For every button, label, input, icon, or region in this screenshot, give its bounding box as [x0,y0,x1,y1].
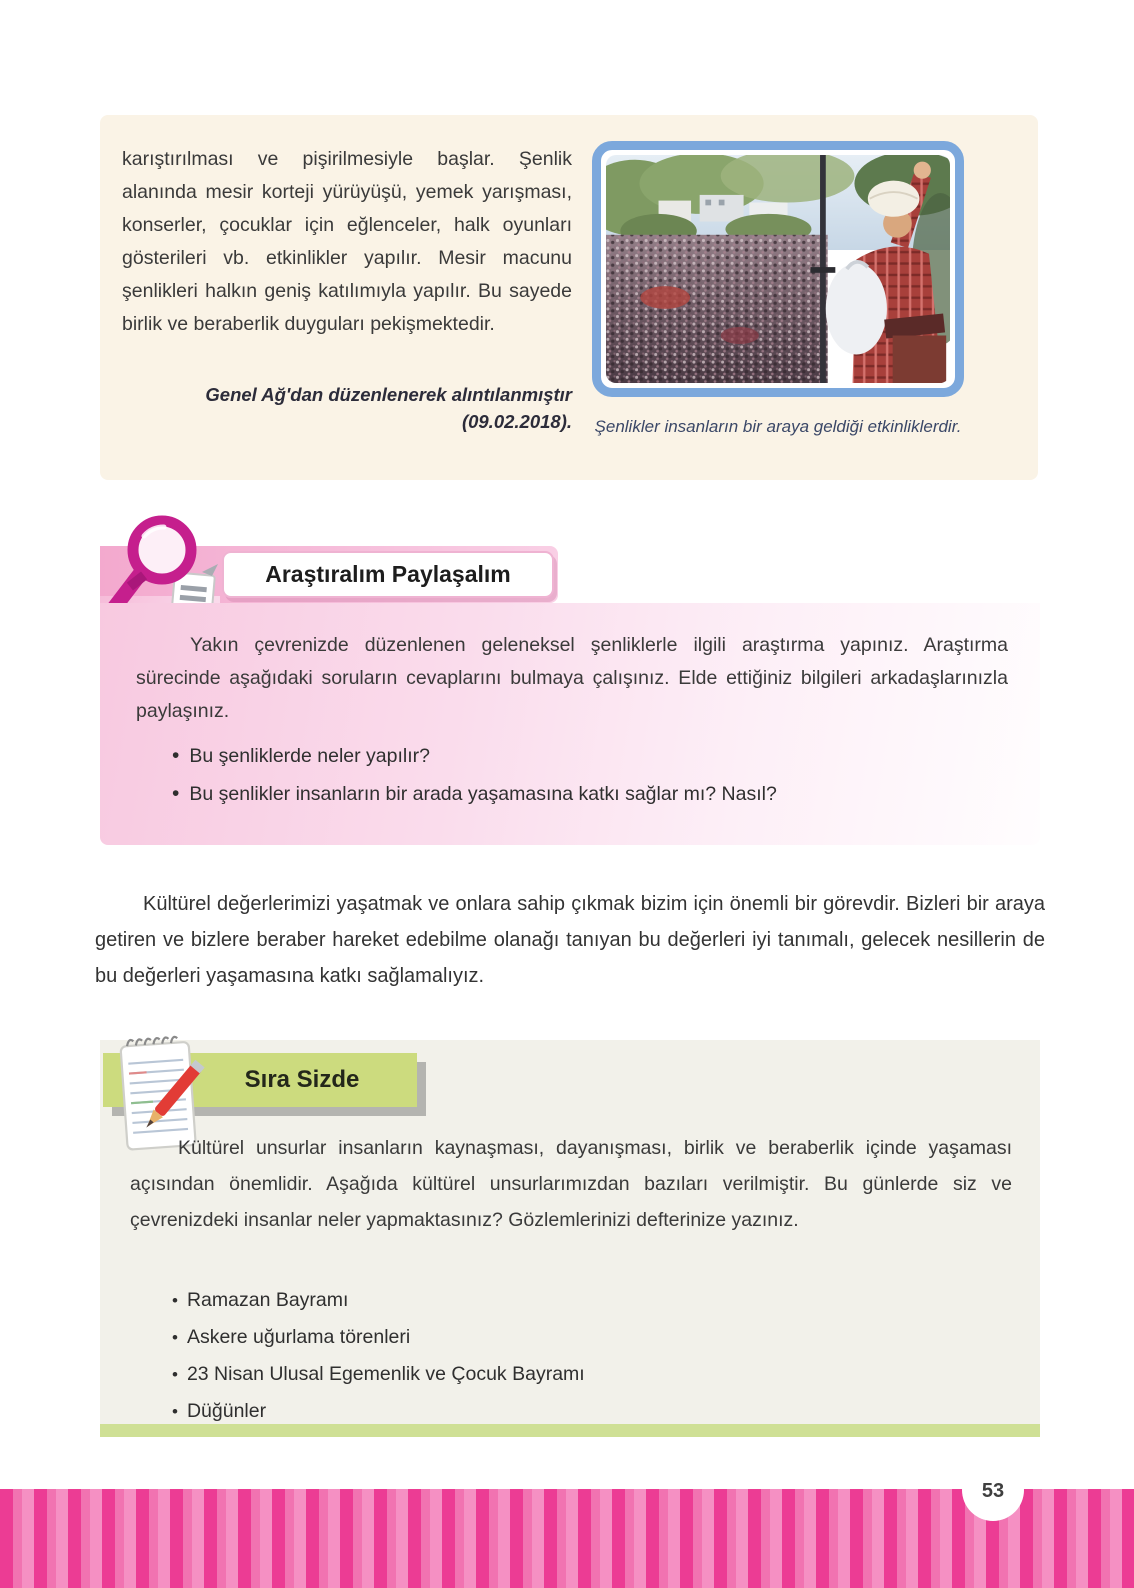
list-item: • Askere uğurlama törenleri [172,1319,992,1356]
your-turn-title: Sıra Sizde [103,1053,417,1107]
your-turn-paragraph: Kültürel unsurlar insanların kaynaşması, dayanışması, birlik ve beraberlik içinde yaşaması açısından önemlidir. Aşağıda kültürel unsurlarımızdan bazıları verilmiştir. Bu günlerde siz ve çevrenizdeki insanlar neler yapmaktasınız? Gözlemlerinizi defterinize yazınız. [130,1137,1012,1231]
source-citation-line2: (09.02.2018). [461,411,572,432]
your-turn-bullet-list [172,1282,992,1430]
research-body [100,603,1040,845]
festival-photo [606,155,950,383]
list-item: • 23 Nisan Ulusal Egemenlik ve Çocuk Bayramı [172,1356,992,1393]
source-citation-line1: Genel Ağ'dan düzenlenerek alıntılanmıştır [205,384,572,405]
photo-caption: Şenlikler insanların bir araya geldiği etkinliklerdir. [594,417,962,436]
page-number: 53 [981,1479,1005,1502]
your-turn-bottom-bar [100,1424,1040,1437]
festival-crowd-illustration [606,155,950,383]
list-item: • Bu şenlikler insanların bir arada yaşamasına katkı sağlar mı? Nasıl? [172,775,1012,813]
list-item: • Ramazan Bayramı [172,1282,992,1319]
intro-paragraph: karıştırılması ve pişirilmesiyle başlar. Şenlik alanında mesir korteji yürüyüşü, yemek yarışması, konserler, çocuklar için eğlenceler, halk oyunları gösterileri vb. etkinlikler yapılır. Mesir macunu şenlikleri halkın geniş katılımıyla yapılır. Bu sayede birlik ve beraberlik duyguları pekişmektedir. [122,148,572,335]
research-bullet-list [172,737,1012,813]
page-number-badge [962,1459,1024,1521]
research-title: Araştıralım Paylaşalım [222,551,554,598]
intro-block [100,115,1038,480]
source-citation [122,381,572,435]
footer-stripes [0,1489,1134,1588]
list-item: • Düğünler [172,1393,992,1430]
research-paragraph: Yakın çevrenizde düzenlenen geleneksel şenliklerle ilgili araştırma yapınız. Araştırma sürecinde aşağıdaki soruların cevaplarını bulmaya çalışınız. Elde ettiğiniz bilgileri arkadaşlarınızla paylaşınız. [136,634,1008,722]
middle-paragraph: Kültürel değerlerimizi yaşatmak ve onlara sahip çıkmak bizim için önemli bir görevdir. Bizleri bir araya getiren ve bizlere beraber hareket edebilme olanağı tanıyan bu değerleri iyi tanımalı, gelecek nesillerin de bu değerleri yaşamasına katkı sağlamalıyız. [95,893,1045,987]
list-item: • Bu şenliklerde neler yapılır? [172,737,1012,775]
festival-photo-frame [592,141,964,397]
